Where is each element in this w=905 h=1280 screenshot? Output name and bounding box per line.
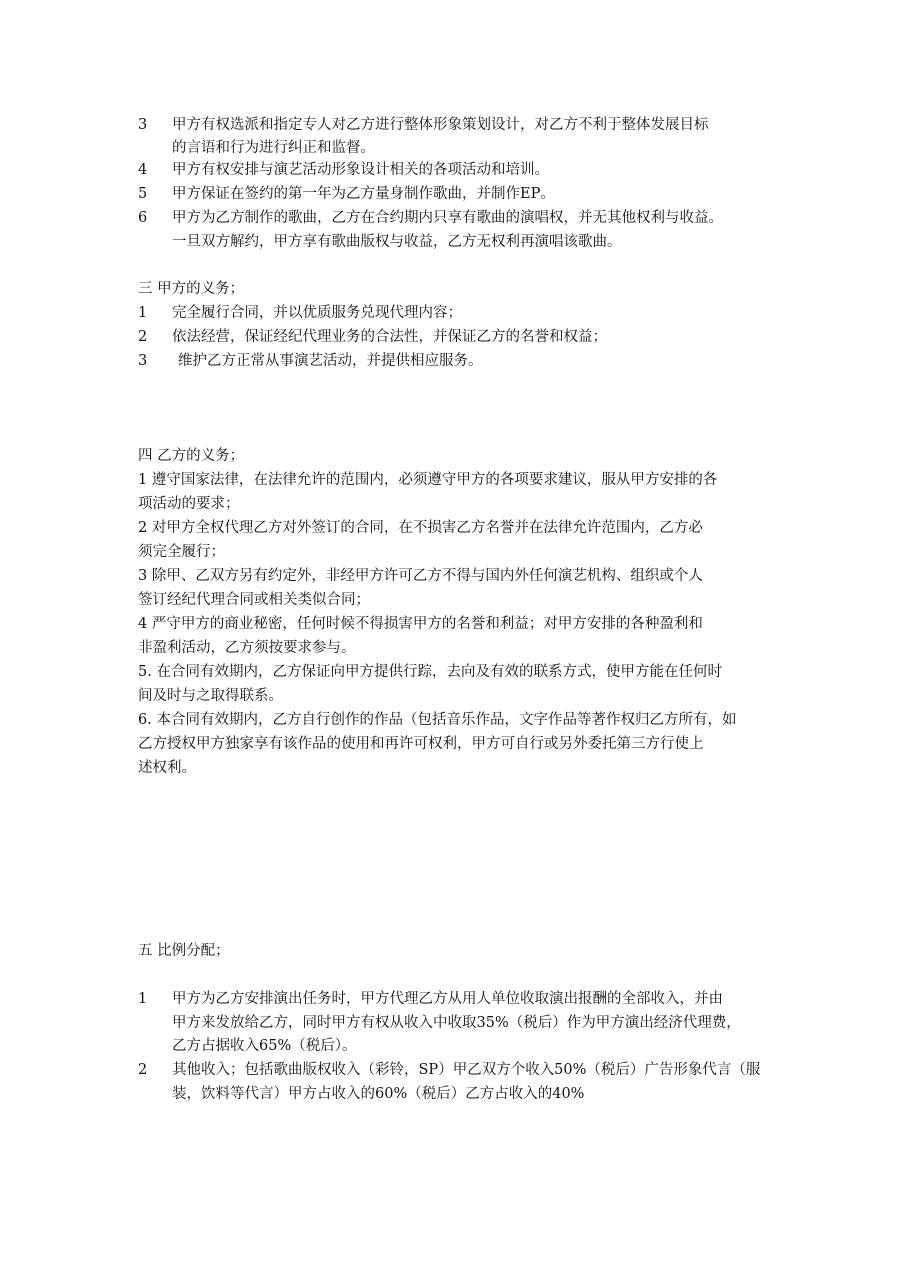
section-heading: 四 乙方的义务； — [138, 448, 245, 464]
paragraph-line: 乙方授权甲方独家享有该作品的使用和再许可权利，甲方可自行或另外委托第三方行使上 — [138, 736, 704, 752]
paragraph-line: 非盈利活动，乙方须按要求参与。 — [138, 640, 356, 656]
section-heading: 三 甲方的义务； — [138, 281, 245, 297]
paragraph-line: 2 对甲方全权代理乙方对外签订的合同，在不损害乙方名誉并在法律允许范围内，乙方必 — [138, 520, 703, 536]
paragraph-line: 签订经纪代理合同或相关类似合同； — [138, 592, 370, 608]
paragraph-line: 3 除甲、乙双方另有约定外，非经甲方许可乙方不得与国内外任何演艺机构、组织或个人 — [138, 568, 703, 584]
document-page: 3 甲方有权选派和指定专人对乙方进行整体形象策划设计，对乙方不利于整体发展目标 的言语和行为进行纠正和监督。 4 甲方有权安排与演艺活动形象设计相关的各项活动和培训。 5 甲方保证在签约的第一年为乙方量身制作歌曲，并制作EP。 6 甲方为乙方制作的歌曲，乙方在合约期内只享有歌曲的演唱权，并无其他权利与收益。 一旦双方解约，甲方享有歌曲版权与收益，乙方无权利再演唱该歌曲。 三 甲方的义务； 1 完全履行合同，并以优质服务兑现代理内容； 2 依法经营，保证经纪代理业务的合法性，并保证乙方的名誉和权益； 3 维护乙方正常从事演艺活动，并提供相应服务。 四 乙方的义务； 1 遵守国家法律，在法律允许的范围内，必须遵守甲方的各项要求建议，服从甲方安排的各 项活动的要求； 2 对甲方全权代理乙方对外签订的合同，在不损害乙方名誉并在法律允许范围内，乙方必 须完全履行； 3 除甲、乙双方另有约定外，非经甲方许可乙方不得与国内外任何演艺机构、组织或个人 签订经纪代理合同或相关类似合同； 4 严守甲方的商业秘密，任何时候不得损害甲方的名誉和利益；对甲方安排的各种盈利和 非盈利活动，乙方须按要求参与。 5. 在合同有效期内，乙方保证向甲方提供行踪，去向及有效的联系方式，使甲方能在任何时 间及时与之取得联系。 6. 本合同有效期内，乙方自行创作的作品（包括音乐作品，文字作品等著作权归乙方所有，如 乙方授权甲方独家享有该作品的使用和再许可权利，甲方可自行或另外委托第三方行使上 述权利。 五 比例分配； 1 甲方为乙方安排演出任务时，甲方代理乙方从用人单位收取演出报酬的全部收入，并由 甲方来发放给乙方，同时甲方有权从收入中收取35%（税后）作为甲方演出经济代理费， 乙方占据收入65%（税后）。 2 其他收入；包括歌曲版权收入（彩铃，SP）甲乙双方个收入50%（税后）广告形象代言（服 装，饮料等代言）甲方占收入的60%（税后）乙方占收入的40% — [138, 117, 761, 1102]
paragraph-line: 6. 本合同有效期内，乙方自行创作的作品（包括音乐作品，文字作品等著作权归乙方所有，如 — [138, 712, 737, 728]
paragraph-line: 1 遵守国家法律，在法律允许的范围内，必须遵守甲方的各项要求建议，服从甲方安排的各 — [138, 472, 718, 488]
paragraph-line: 项活动的要求； — [138, 496, 240, 512]
paragraph-line: 须完全履行； — [138, 544, 225, 560]
paragraph-line: 5. 在合同有效期内，乙方保证向甲方提供行踪，去向及有效的联系方式，使甲方能在任何时 — [138, 664, 722, 680]
section-heading: 五 比例分配； — [138, 943, 230, 959]
paragraph-line: 间及时与之取得联系。 — [138, 688, 283, 704]
paragraph-line: 述权利。 — [138, 760, 196, 776]
paragraph-line: 4 严守甲方的商业秘密，任何时候不得损害甲方的名誉和利益；对甲方安排的各种盈利和 — [138, 616, 703, 632]
